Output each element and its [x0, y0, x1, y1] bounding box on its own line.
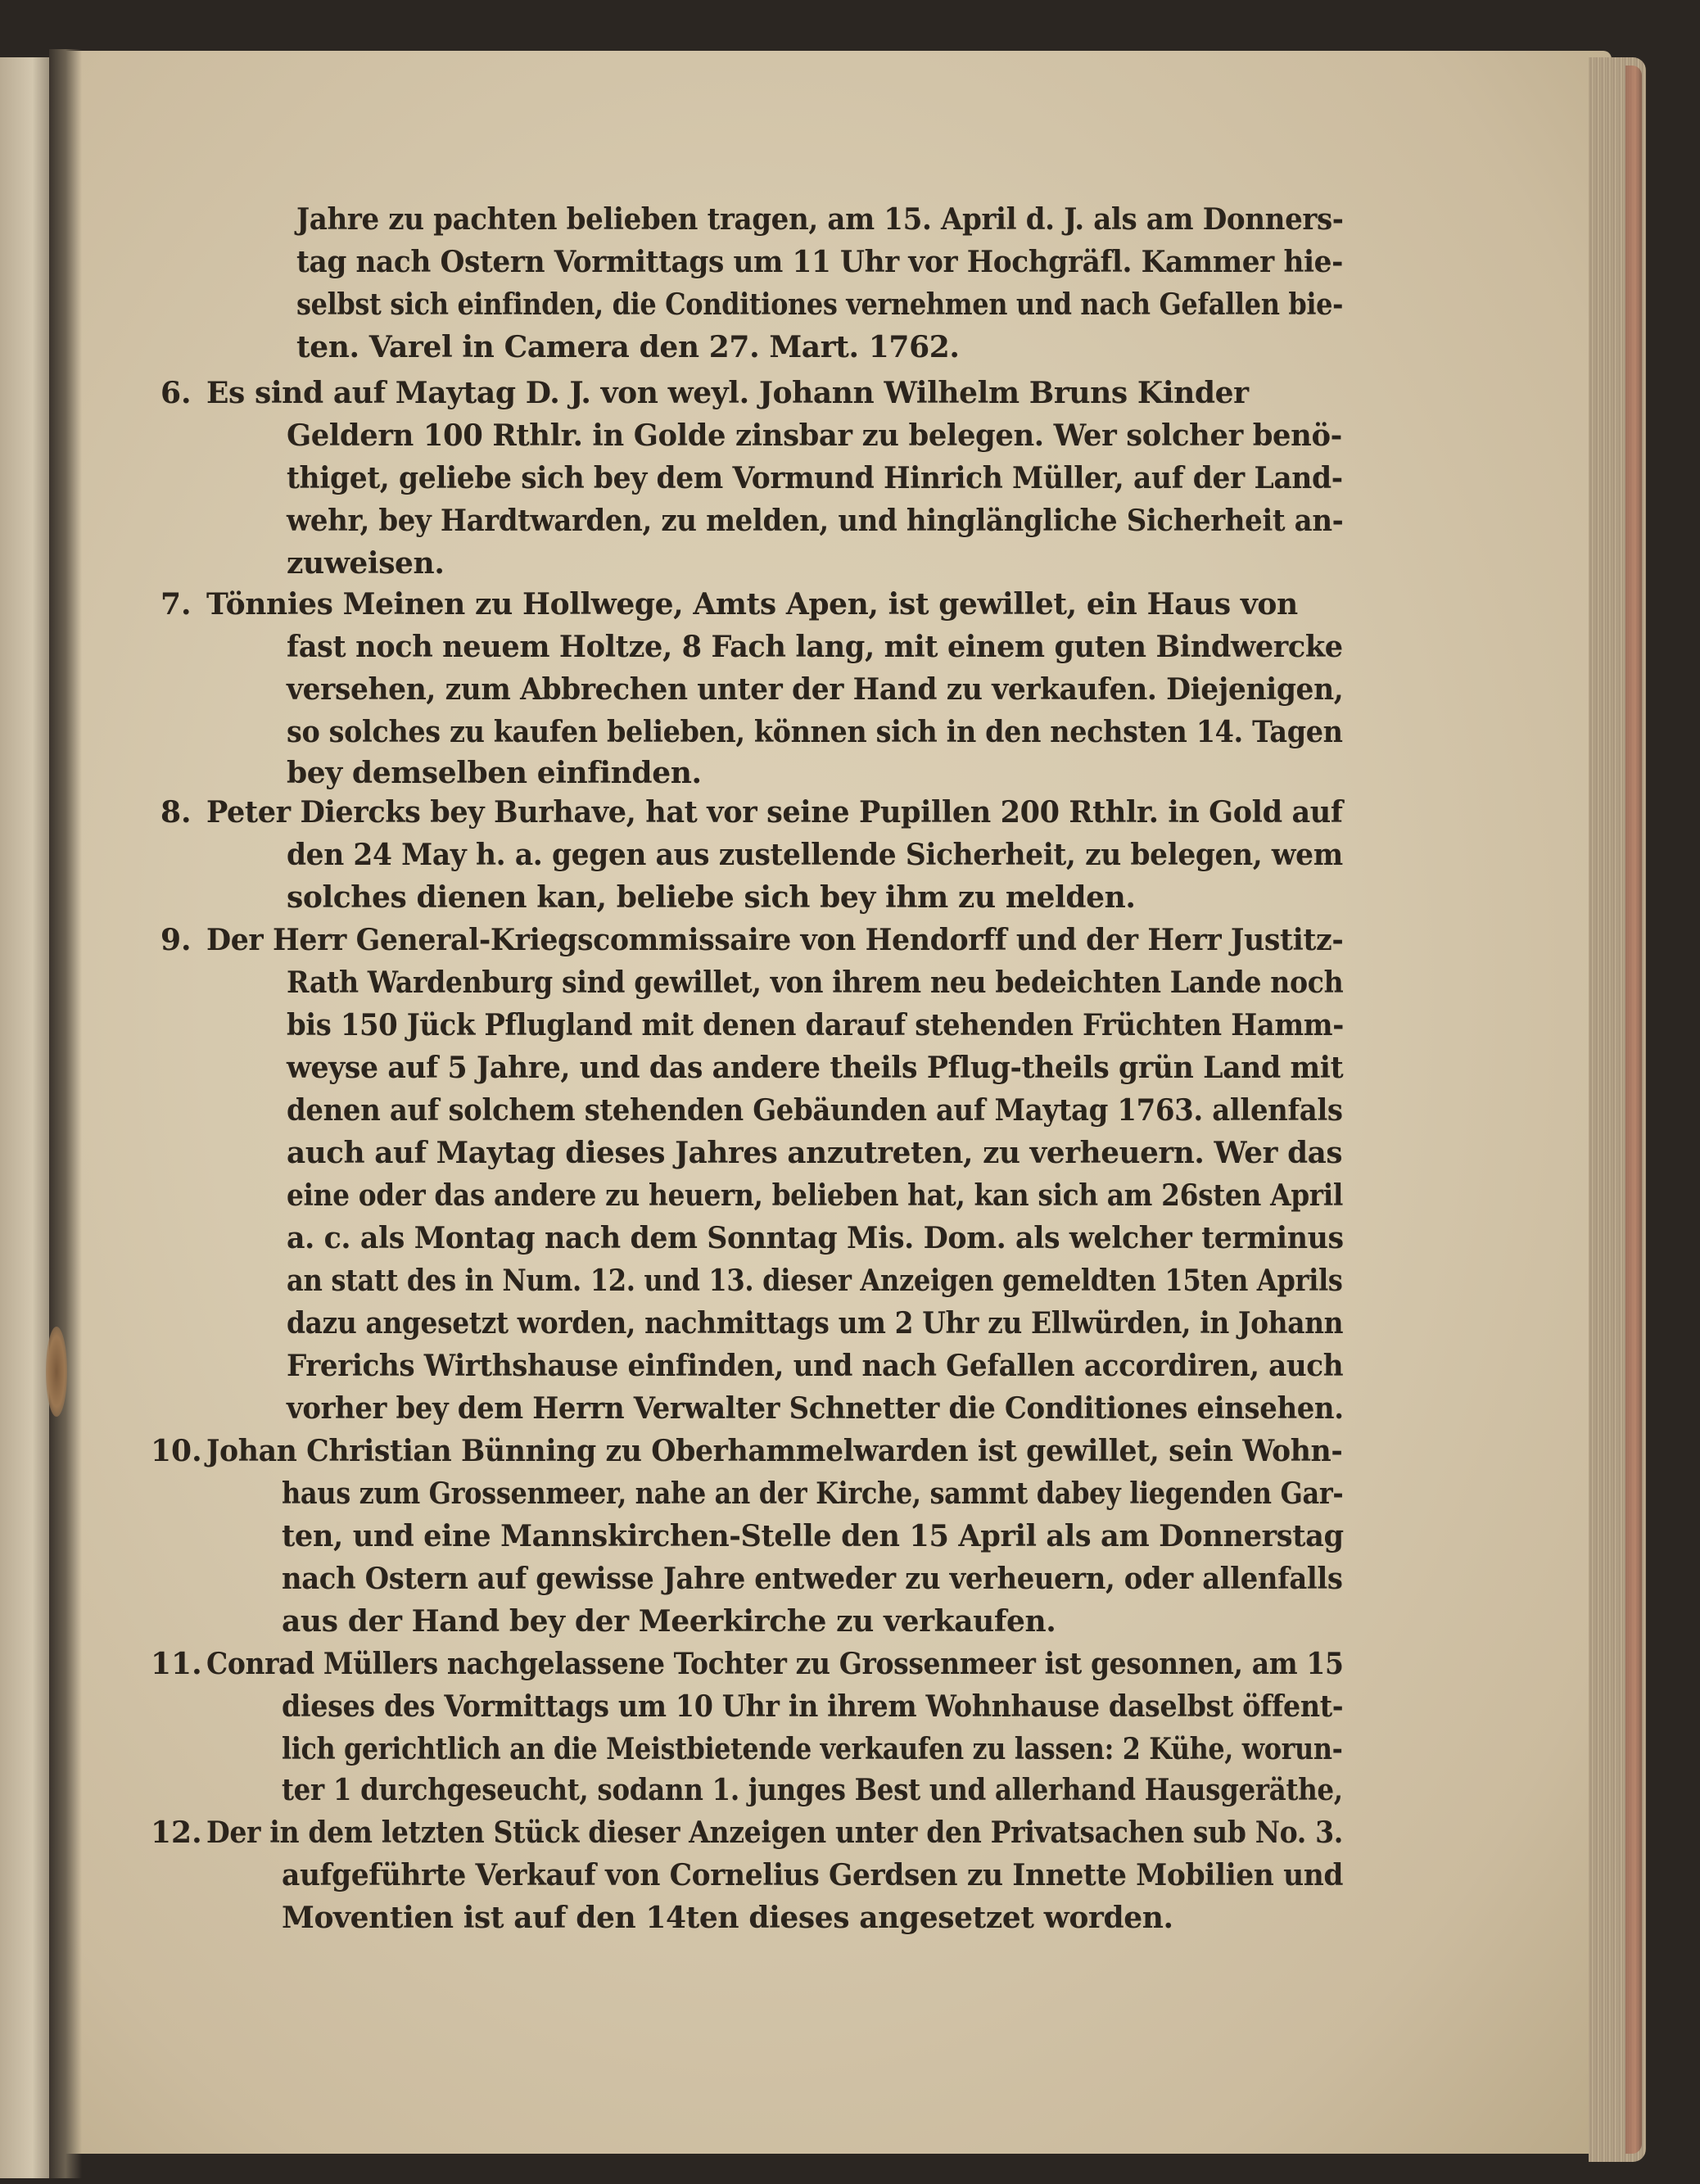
item-line: fast noch neuem Holtze, 8 Fach lang, mit einem guten Bindwercke	[287, 630, 1343, 664]
item-line: auch auf Maytag dieses Jahres anzutreten, zu verheuern. Wer das	[287, 1136, 1343, 1170]
item-number: 9.	[161, 923, 192, 957]
item-line: Peter Diercks bey Burhave, hat vor seine Pupillen 200 Rthlr. in Gold auf	[206, 795, 1343, 830]
item-line: wehr, bey Hardtwarden, zu melden, und hinglängliche Sicherheit an-	[287, 504, 1344, 538]
item-number: 12.	[151, 1815, 202, 1850]
item-line: Geldern 100 Rthlr. in Golde zinsbar zu belegen. Wer solcher benö-	[287, 418, 1342, 453]
item-number: 8.	[161, 795, 192, 830]
item-line: aufgeführte Verkauf von Cornelius Gerdsen zu Innette Mobilien und	[282, 1858, 1344, 1892]
item-line: weyse auf 5 Jahre, und das andere theils Pflug-theils grün Land mit	[287, 1051, 1344, 1085]
item-line: denen auf solchem stehenden Gebäunden auf Maytag 1763. allenfals	[287, 1093, 1343, 1128]
item-line: Moventien ist auf den 14ten dieses angesetzet worden.	[282, 1901, 1173, 1935]
item-line: dazu angesetzt worden, nachmittags um 2 Uhr zu Ellwürden, in Johann	[287, 1306, 1344, 1341]
item-number: 7.	[161, 587, 192, 622]
item-number: 10.	[151, 1434, 202, 1468]
item-line: Tönnies Meinen zu Hollwege, Amts Apen, ist gewillet, ein Haus von	[206, 587, 1298, 622]
item-line: den 24 May h. a. gegen aus zustellende Sicherheit, zu belegen, wem	[287, 838, 1343, 872]
item-line: ten, und eine Mannskirchen-Stelle den 15 April als am Donnerstag	[282, 1519, 1344, 1553]
intro-line: tag nach Ostern Vormittags um 11 Uhr vor Hochgräfl. Kammer hie-	[296, 245, 1343, 279]
item-line: thiget, geliebe sich bey dem Vormund Hinrich Müller, auf der Land-	[287, 461, 1343, 495]
item-line: Rath Wardenburg sind gewillet, von ihrem neu bedeichten Lande noch	[287, 965, 1344, 1000]
item-line: ter 1 durchgeseucht, sodann 1. junges Best und allerhand Hausgeräthe,	[282, 1773, 1343, 1807]
item-line: Frerichs Wirthshause einfinden, und nach Gefallen accordiren, auch	[287, 1349, 1344, 1383]
item-line: versehen, zum Abbrechen unter der Hand zu verkaufen. Diejenigen,	[287, 672, 1344, 707]
item-line: solches dienen kan, beliebe sich bey ihm zu melden.	[287, 880, 1136, 915]
item-line: a. c. als Montag nach dem Sonntag Mis. Dom. als welcher terminus	[287, 1221, 1344, 1255]
item-line: dieses des Vormittags um 10 Uhr in ihrem Wohnhause daselbst öffent-	[282, 1689, 1344, 1724]
item-line: vorher bey dem Herrn Verwalter Schnetter die Conditiones einsehen.	[287, 1391, 1344, 1426]
book-gutter	[49, 49, 82, 2178]
item-line: Es sind auf Maytag D. J. von weyl. Johann Wilhelm Bruns Kinder	[206, 376, 1249, 410]
item-number: 11.	[151, 1647, 202, 1681]
item-line: eine oder das andere zu heuern, belieben hat, kan sich am 26sten April	[287, 1178, 1343, 1213]
item-line: Conrad Müllers nachgelassene Tochter zu Grossenmeer ist gesonnen, am 15	[206, 1647, 1344, 1681]
item-line: an statt des in Num. 12. und 13. dieser Anzeigen gemeldten 15ten Aprils	[287, 1264, 1343, 1298]
intro-line: Jahre zu pachten belieben tragen, am 15. April d. J. als am Donners-	[296, 202, 1344, 237]
item-number: 6.	[161, 376, 192, 410]
intro-line: ten. Varel in Camera den 27. Mart. 1762.	[296, 330, 960, 364]
item-line: aus der Hand bey der Meerkirche zu verkaufen.	[282, 1604, 1056, 1639]
item-line: nach Ostern auf gewisse Jahre entweder zu verheuern, oder allenfalls	[282, 1562, 1343, 1596]
item-line: zuweisen.	[287, 546, 445, 581]
item-line: Der in dem letzten Stück dieser Anzeigen unter den Privatsachen sub No. 3.	[206, 1815, 1343, 1850]
intro-line: selbst sich einfinden, die Conditiones vernehmen und nach Gefallen bie-	[296, 287, 1344, 322]
item-line: Der Herr General-Kriegscommissaire von Hendorff und der Herr Justitz-	[206, 923, 1344, 957]
item-line: Johan Christian Bünning zu Oberhammelwarden ist gewillet, sein Wohn-	[206, 1434, 1343, 1468]
paper-stain	[46, 1327, 67, 1417]
item-line: lich gerichtlich an die Meistbietende verkaufen zu lassen: 2 Kühe, worun-	[282, 1732, 1343, 1766]
item-line: so solches zu kaufen belieben, können sich in den nechsten 14. Tagen	[287, 715, 1343, 749]
item-line: bey demselben einfinden.	[287, 756, 702, 790]
item-line: haus zum Grossenmeer, nahe an der Kirche, sammt dabey liegenden Gar-	[282, 1476, 1344, 1511]
item-line: bis 150 Jück Pflugland mit denen darauf stehenden Früchten Hamm-	[287, 1008, 1344, 1042]
